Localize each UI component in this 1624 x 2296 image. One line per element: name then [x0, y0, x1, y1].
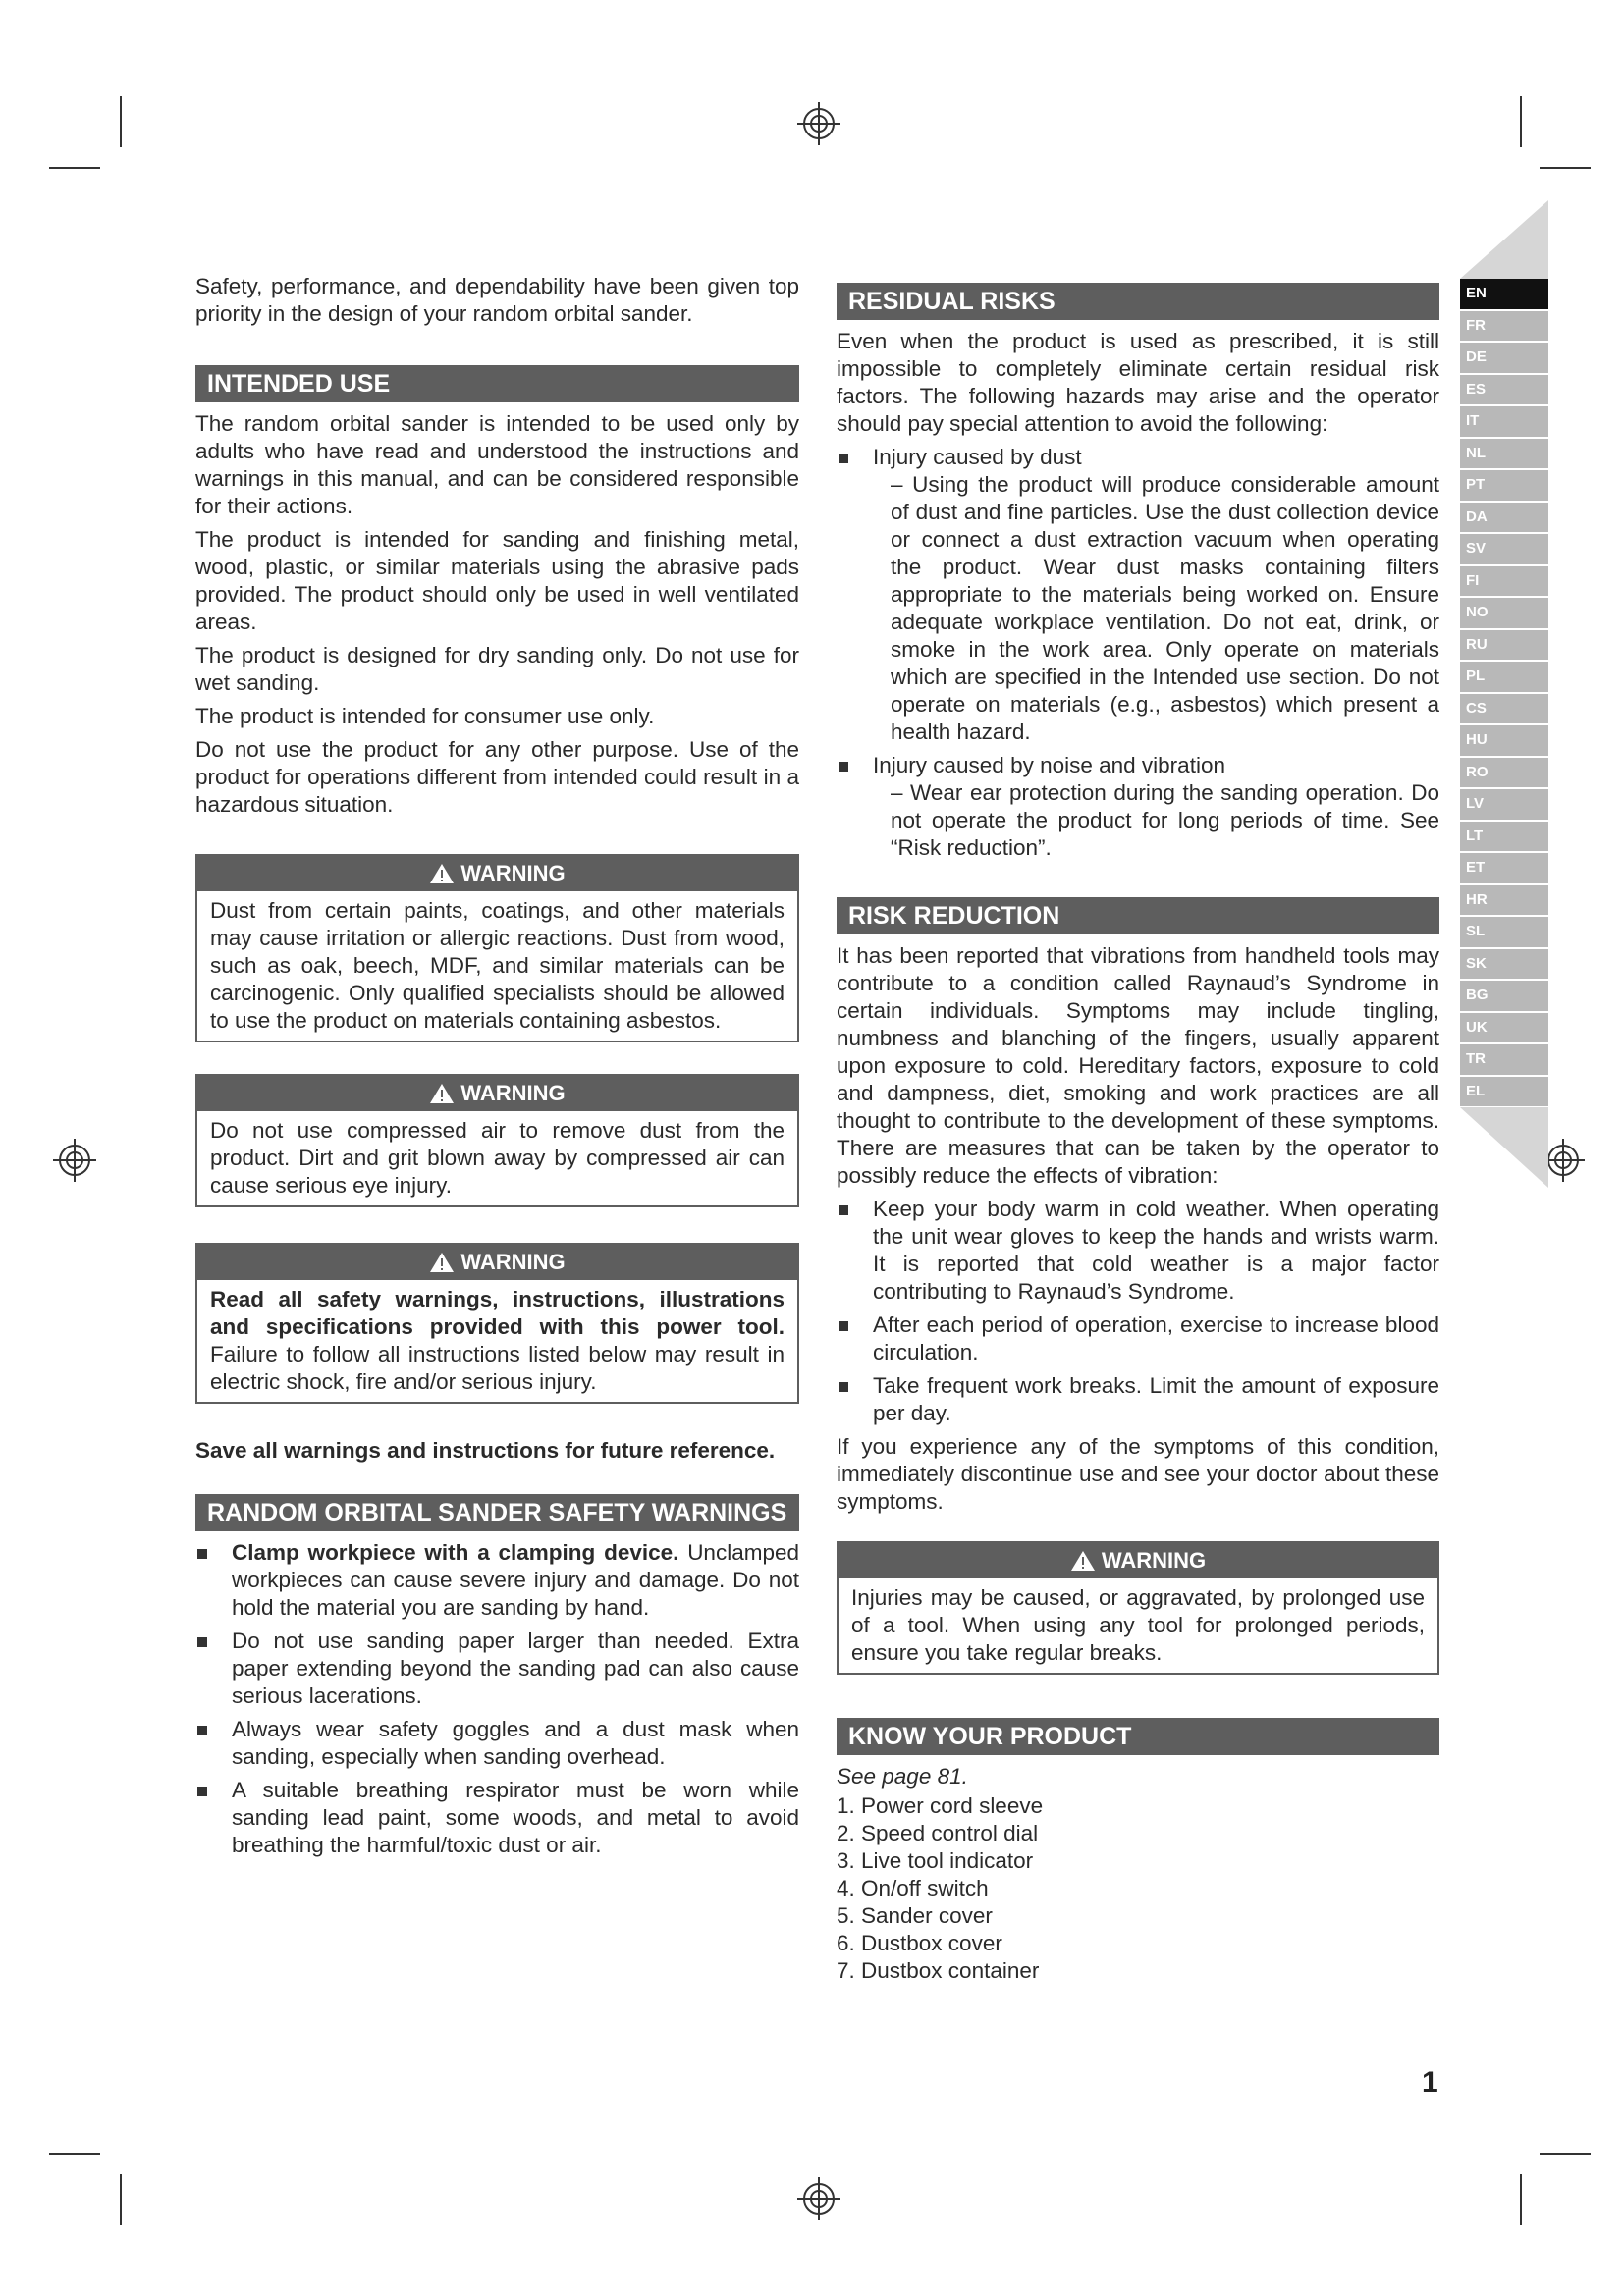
crop-mark	[120, 2174, 122, 2225]
language-tab-tr[interactable]: TR	[1460, 1044, 1548, 1075]
warning-header	[197, 1245, 797, 1280]
warning-box	[837, 1541, 1439, 1675]
language-tab-fr[interactable]: FR	[1460, 311, 1548, 342]
parts-list	[837, 1792, 1439, 1985]
intended-use-paragraph: The product is intended for sanding and finishing metal, wood, plastic, or similar materials using the abrasive pads provided. The product should only be used in well ventilated areas.	[195, 527, 799, 634]
language-tab-hr[interactable]: HR	[1460, 885, 1548, 916]
language-tab-es[interactable]: ES	[1460, 375, 1548, 405]
part-item: 1. Power cord sleeve	[837, 1793, 1044, 1818]
language-tab-sl[interactable]: SL	[1460, 917, 1548, 947]
section-header-sander-safety: RANDOM ORBITAL SANDER SAFETY WARNINGS	[195, 1494, 799, 1531]
warning-title: WARNING	[460, 1250, 566, 1274]
language-tab-fi[interactable]: FI	[1460, 566, 1548, 597]
language-tab-bg[interactable]: BG	[1460, 981, 1548, 1011]
warning-triangle-icon	[429, 863, 455, 884]
language-tab-hu[interactable]: HU	[1460, 725, 1548, 756]
language-tab-sv[interactable]: SV	[1460, 534, 1548, 564]
language-tab-cs[interactable]: CS	[1460, 694, 1548, 724]
language-tab-ro[interactable]: RO	[1460, 758, 1548, 788]
risk-detail: – Using the product will produce considerable amount of dust and fine particles. Use the dust collection device or connect a dust extraction vacuum when operating the product. Wear dust masks containing filters appropriate to the materials being worked on. Ensure adequate workplace ventilation. Do not eat, drink, or smoke in the work area. Only operate on materials which are specified in the Intended use section. Do not operate on materials (e.g., asbestos) which present a health hazard.	[891, 472, 1439, 744]
warning-header	[197, 1076, 797, 1111]
warning-title: WARNING	[1101, 1548, 1207, 1573]
warning-box	[195, 854, 799, 1042]
language-tab-pl[interactable]: PL	[1460, 662, 1548, 692]
section-header-residual-risks: RESIDUAL RISKS	[837, 283, 1439, 320]
section-header-risk-reduction: RISK REDUCTION	[837, 897, 1439, 934]
warning-box	[195, 1243, 799, 1404]
warning-header	[197, 856, 797, 891]
list-item-bold: Clamp workpiece with a clamping device.	[232, 1540, 679, 1565]
risk-reduction-intro: It has been reported that vibrations from handheld tools may contribute to a condition called Raynaud’s Syndrome in certain individuals. Symptoms may include tingling, numbness and blanching of the fingers, usually apparent upon exposure to cold. Hereditary factors, exposure to cold and dampness, diet, smoking and work practices are all thought to contribute to the development of these symptoms. There are measures that can be taken by the operator to possibly reduce the effects of vibration:	[837, 943, 1439, 1188]
part-item: 7. Dustbox container	[837, 1958, 1040, 1983]
warning-title: WARNING	[460, 1081, 566, 1105]
language-tab-it[interactable]: IT	[1460, 406, 1548, 437]
left-column	[195, 273, 799, 1865]
right-column	[837, 283, 1439, 1985]
intro-text: Safety, performance, and dependability have been given top priority in the design of your random orbital sander.	[195, 274, 799, 326]
list-item-text: Always wear safety goggles and a dust mask when sanding, especially when sanding overhead.	[232, 1717, 799, 1769]
list-item: Take frequent work breaks. Limit the amount of exposure per day.	[837, 1372, 1439, 1427]
sander-safety-list	[195, 1539, 799, 1859]
save-instructions-note: Save all warnings and instructions for future reference.	[195, 1438, 776, 1463]
list-item-text: Do not use sanding paper larger than needed. Extra paper extending beyond the sanding pad can also cause serious lacerations.	[232, 1629, 799, 1708]
warning-header	[839, 1543, 1437, 1578]
warning-text: Dust from certain paints, coatings, and other materials may cause irritation or allergic reactions. Dust from wood, such as oak, beech, MDF, and similar materials can be carcinogenic. Only qualified specialists should be allowed to use the product on materials containing asbestos.	[210, 898, 785, 1033]
list-item: Keep your body warm in cold weather. When operating the unit wear gloves to keep the hands and wrists warm. It is reported that cold weather is a major factor contributing to Raynaud’s Syndrome.	[837, 1196, 1439, 1306]
language-tab-pt[interactable]: PT	[1460, 470, 1548, 501]
list-item	[837, 444, 1439, 746]
list-item: After each period of operation, exercise to increase blood circulation.	[837, 1311, 1439, 1366]
crop-mark	[49, 167, 100, 169]
language-tab-et[interactable]: ET	[1460, 853, 1548, 883]
crop-mark	[1520, 2174, 1522, 2225]
warning-triangle-icon	[429, 1252, 455, 1273]
language-tab-nl[interactable]: NL	[1460, 439, 1548, 469]
risk-reduction-outro: If you experience any of the symptoms of this condition, immediately discontinue use and see your doctor about these symptoms.	[837, 1434, 1439, 1514]
registration-mark-icon	[797, 2177, 840, 2220]
language-tab-uk[interactable]: UK	[1460, 1013, 1548, 1043]
list-item	[837, 752, 1439, 862]
language-tab-sk[interactable]: SK	[1460, 949, 1548, 980]
language-tab-en[interactable]: EN	[1460, 279, 1548, 309]
residual-risks-intro: Even when the product is used as prescribed, it is still impossible to completely eliminate certain residual risk factors. The following hazards may arise and the operator should pay special attention to avoid the following:	[837, 329, 1439, 436]
warning-text: Injuries may be caused, or aggravated, by prolonged use of a tool. When using any tool for prolonged periods, ensure you take regular breaks.	[851, 1585, 1425, 1665]
warning-triangle-icon	[1070, 1550, 1096, 1572]
intended-use-paragraph: The random orbital sander is intended to be used only by adults who have read and understood the instructions and warnings in this manual, and can be considered responsible for their actions.	[195, 411, 799, 518]
part-item: 6. Dustbox cover	[837, 1931, 1002, 1955]
part-item: 4. On/off switch	[837, 1876, 989, 1900]
registration-mark-icon	[53, 1139, 96, 1182]
warning-bold-text: Read all safety warnings, instructions, illustrations and specifications provided with this power tool.	[210, 1287, 785, 1339]
page-number: 1	[1422, 2066, 1438, 2099]
list-item-text: Unclamped workpieces can cause severe injury and damage. Do not hold the material you are sanding by hand.	[232, 1540, 799, 1620]
list-item	[195, 1777, 799, 1859]
warning-plain-text: Failure to follow all instructions listed below may result in electric shock, fire and/or serious injury.	[210, 1342, 785, 1394]
language-tab-lt[interactable]: LT	[1460, 822, 1548, 852]
residual-risks-list	[837, 444, 1439, 862]
warning-title: WARNING	[460, 861, 566, 885]
warning-text: Do not use compressed air to remove dust from the product. Dirt and grit blown away by compressed air can cause serious eye injury.	[210, 1118, 785, 1198]
list-item	[195, 1716, 799, 1771]
risk-detail: – Wear ear protection during the sanding operation. Do not operate the product for long periods of time. See “Risk reduction”.	[891, 780, 1439, 860]
intended-use-paragraph: The product is designed for dry sanding only. Do not use for wet sanding.	[195, 643, 799, 695]
risk-reduction-list	[837, 1196, 1439, 1427]
section-header-intended-use: INTENDED USE	[195, 365, 799, 402]
list-item-text: A suitable breathing respirator must be worn while sanding lead paint, some woods, and metal to avoid breathing the harmful/toxic dust or air.	[232, 1778, 799, 1857]
language-tab-el[interactable]: EL	[1460, 1077, 1548, 1107]
crop-mark	[49, 2153, 100, 2155]
registration-mark-icon	[797, 102, 840, 145]
crop-mark	[1540, 2153, 1591, 2155]
risk-label: Injury caused by dust	[873, 445, 1082, 469]
intended-use-paragraph: Do not use the product for any other purpose. Use of the product for operations different from intended could result in a hazardous situation.	[195, 737, 799, 817]
language-tab-da[interactable]: DA	[1460, 503, 1548, 533]
list-item	[195, 1628, 799, 1710]
language-tab-ru[interactable]: RU	[1460, 630, 1548, 661]
crop-mark	[1520, 96, 1522, 147]
language-tab-lv[interactable]: LV	[1460, 789, 1548, 820]
risk-label: Injury caused by noise and vibration	[873, 753, 1225, 777]
warning-box	[195, 1074, 799, 1207]
crop-mark	[120, 96, 122, 147]
list-item	[195, 1539, 799, 1622]
crop-mark	[1540, 167, 1591, 169]
part-item: 5. Sander cover	[837, 1903, 993, 1928]
warning-triangle-icon	[429, 1083, 455, 1104]
warning-text	[210, 1286, 785, 1396]
section-header-know-your-product: KNOW YOUR PRODUCT	[837, 1718, 1439, 1755]
intended-use-paragraph: The product is intended for consumer use only.	[195, 704, 655, 728]
language-tab-no[interactable]: NO	[1460, 598, 1548, 628]
language-list	[1460, 279, 1548, 1108]
part-item: 2. Speed control dial	[837, 1821, 1039, 1845]
part-item: 3. Live tool indicator	[837, 1848, 1034, 1873]
language-tab-de[interactable]: DE	[1460, 343, 1548, 373]
see-page-reference: See page 81.	[837, 1764, 968, 1789]
